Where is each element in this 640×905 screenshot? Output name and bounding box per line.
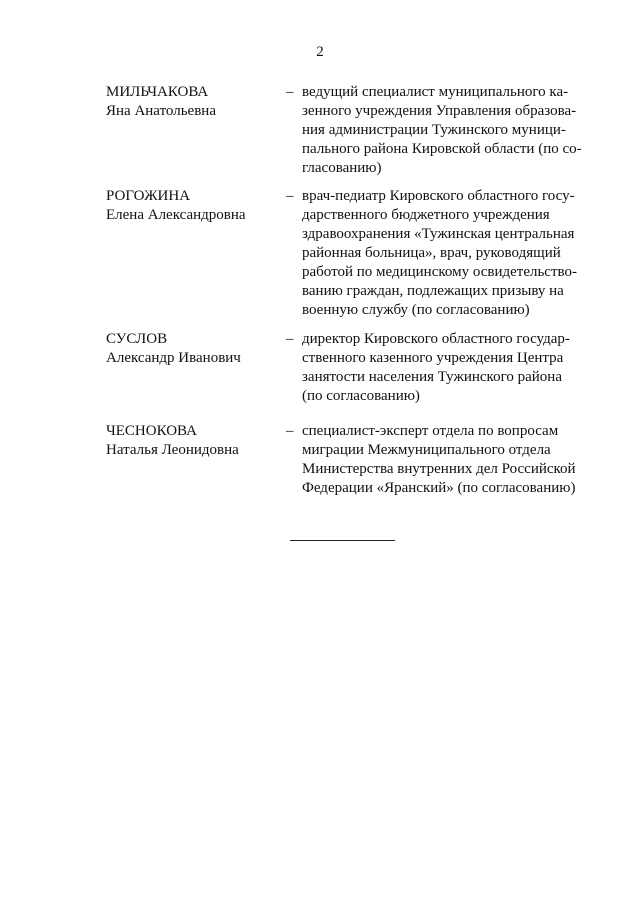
- role-line: районная больница», врач, руководящий: [302, 245, 561, 261]
- member-name: [106, 187, 281, 225]
- member-role: [302, 422, 586, 498]
- role-line: специалист-эксперт отдела по вопросам: [302, 423, 559, 439]
- role-line: ния администрации Тужинского муници-: [302, 122, 566, 138]
- member-given-names: Елена Александровна: [106, 207, 246, 223]
- member-given-names: Александр Иванович: [106, 350, 241, 366]
- member-surname: ЧЕСНОКОВА: [106, 423, 197, 439]
- role-line: Федерации «Яранский» (по согласованию): [302, 480, 576, 496]
- member-name: [106, 422, 281, 460]
- role-line: ведущий специалист муниципального ка-: [302, 84, 569, 100]
- role-line: гласованию): [302, 160, 382, 176]
- member-surname: СУСЛОВ: [106, 331, 168, 347]
- page-number: 2: [316, 44, 324, 60]
- member-given-names: Наталья Леонидовна: [106, 442, 239, 458]
- member-name: [106, 330, 281, 368]
- role-line: занятости населения Тужинского района: [302, 369, 562, 385]
- role-line: ственного казенного учреждения Центра: [302, 350, 564, 366]
- member-role: [302, 330, 586, 406]
- role-line: ванию граждан, подлежащих призыву на: [302, 283, 564, 299]
- entry-dash: –: [286, 331, 294, 347]
- role-line: военную службу (по согласованию): [302, 302, 530, 318]
- entry-dash: –: [286, 84, 294, 100]
- member-given-names: Яна Анатольевна: [106, 103, 216, 119]
- role-line: директор Кировского областного государ-: [302, 331, 570, 347]
- member-name: [106, 83, 281, 121]
- role-line: зенного учреждения Управления образова-: [302, 103, 577, 119]
- role-line: миграции Межмуниципального отдела: [302, 442, 551, 458]
- member-role: [302, 83, 586, 178]
- member-surname: РОГОЖИНА: [106, 188, 191, 204]
- entry-dash: –: [286, 423, 294, 439]
- role-line: врач-педиатр Кировского областного госу-: [302, 188, 575, 204]
- role-line: работой по медицинскому освидетельство-: [302, 264, 577, 280]
- entry-dash: –: [286, 188, 294, 204]
- role-line: Министерства внутренних дел Российской: [302, 461, 576, 477]
- member-surname: МИЛЬЧАКОВА: [106, 84, 209, 100]
- role-line: пального района Кировской области (по со-: [302, 141, 582, 157]
- role-line: здравоохранения «Тужинская центральная: [302, 226, 575, 242]
- closing-rule: [290, 540, 395, 541]
- role-line: (по согласованию): [302, 388, 420, 404]
- role-line: дарственного бюджетного учреждения: [302, 207, 550, 223]
- member-role: [302, 187, 586, 320]
